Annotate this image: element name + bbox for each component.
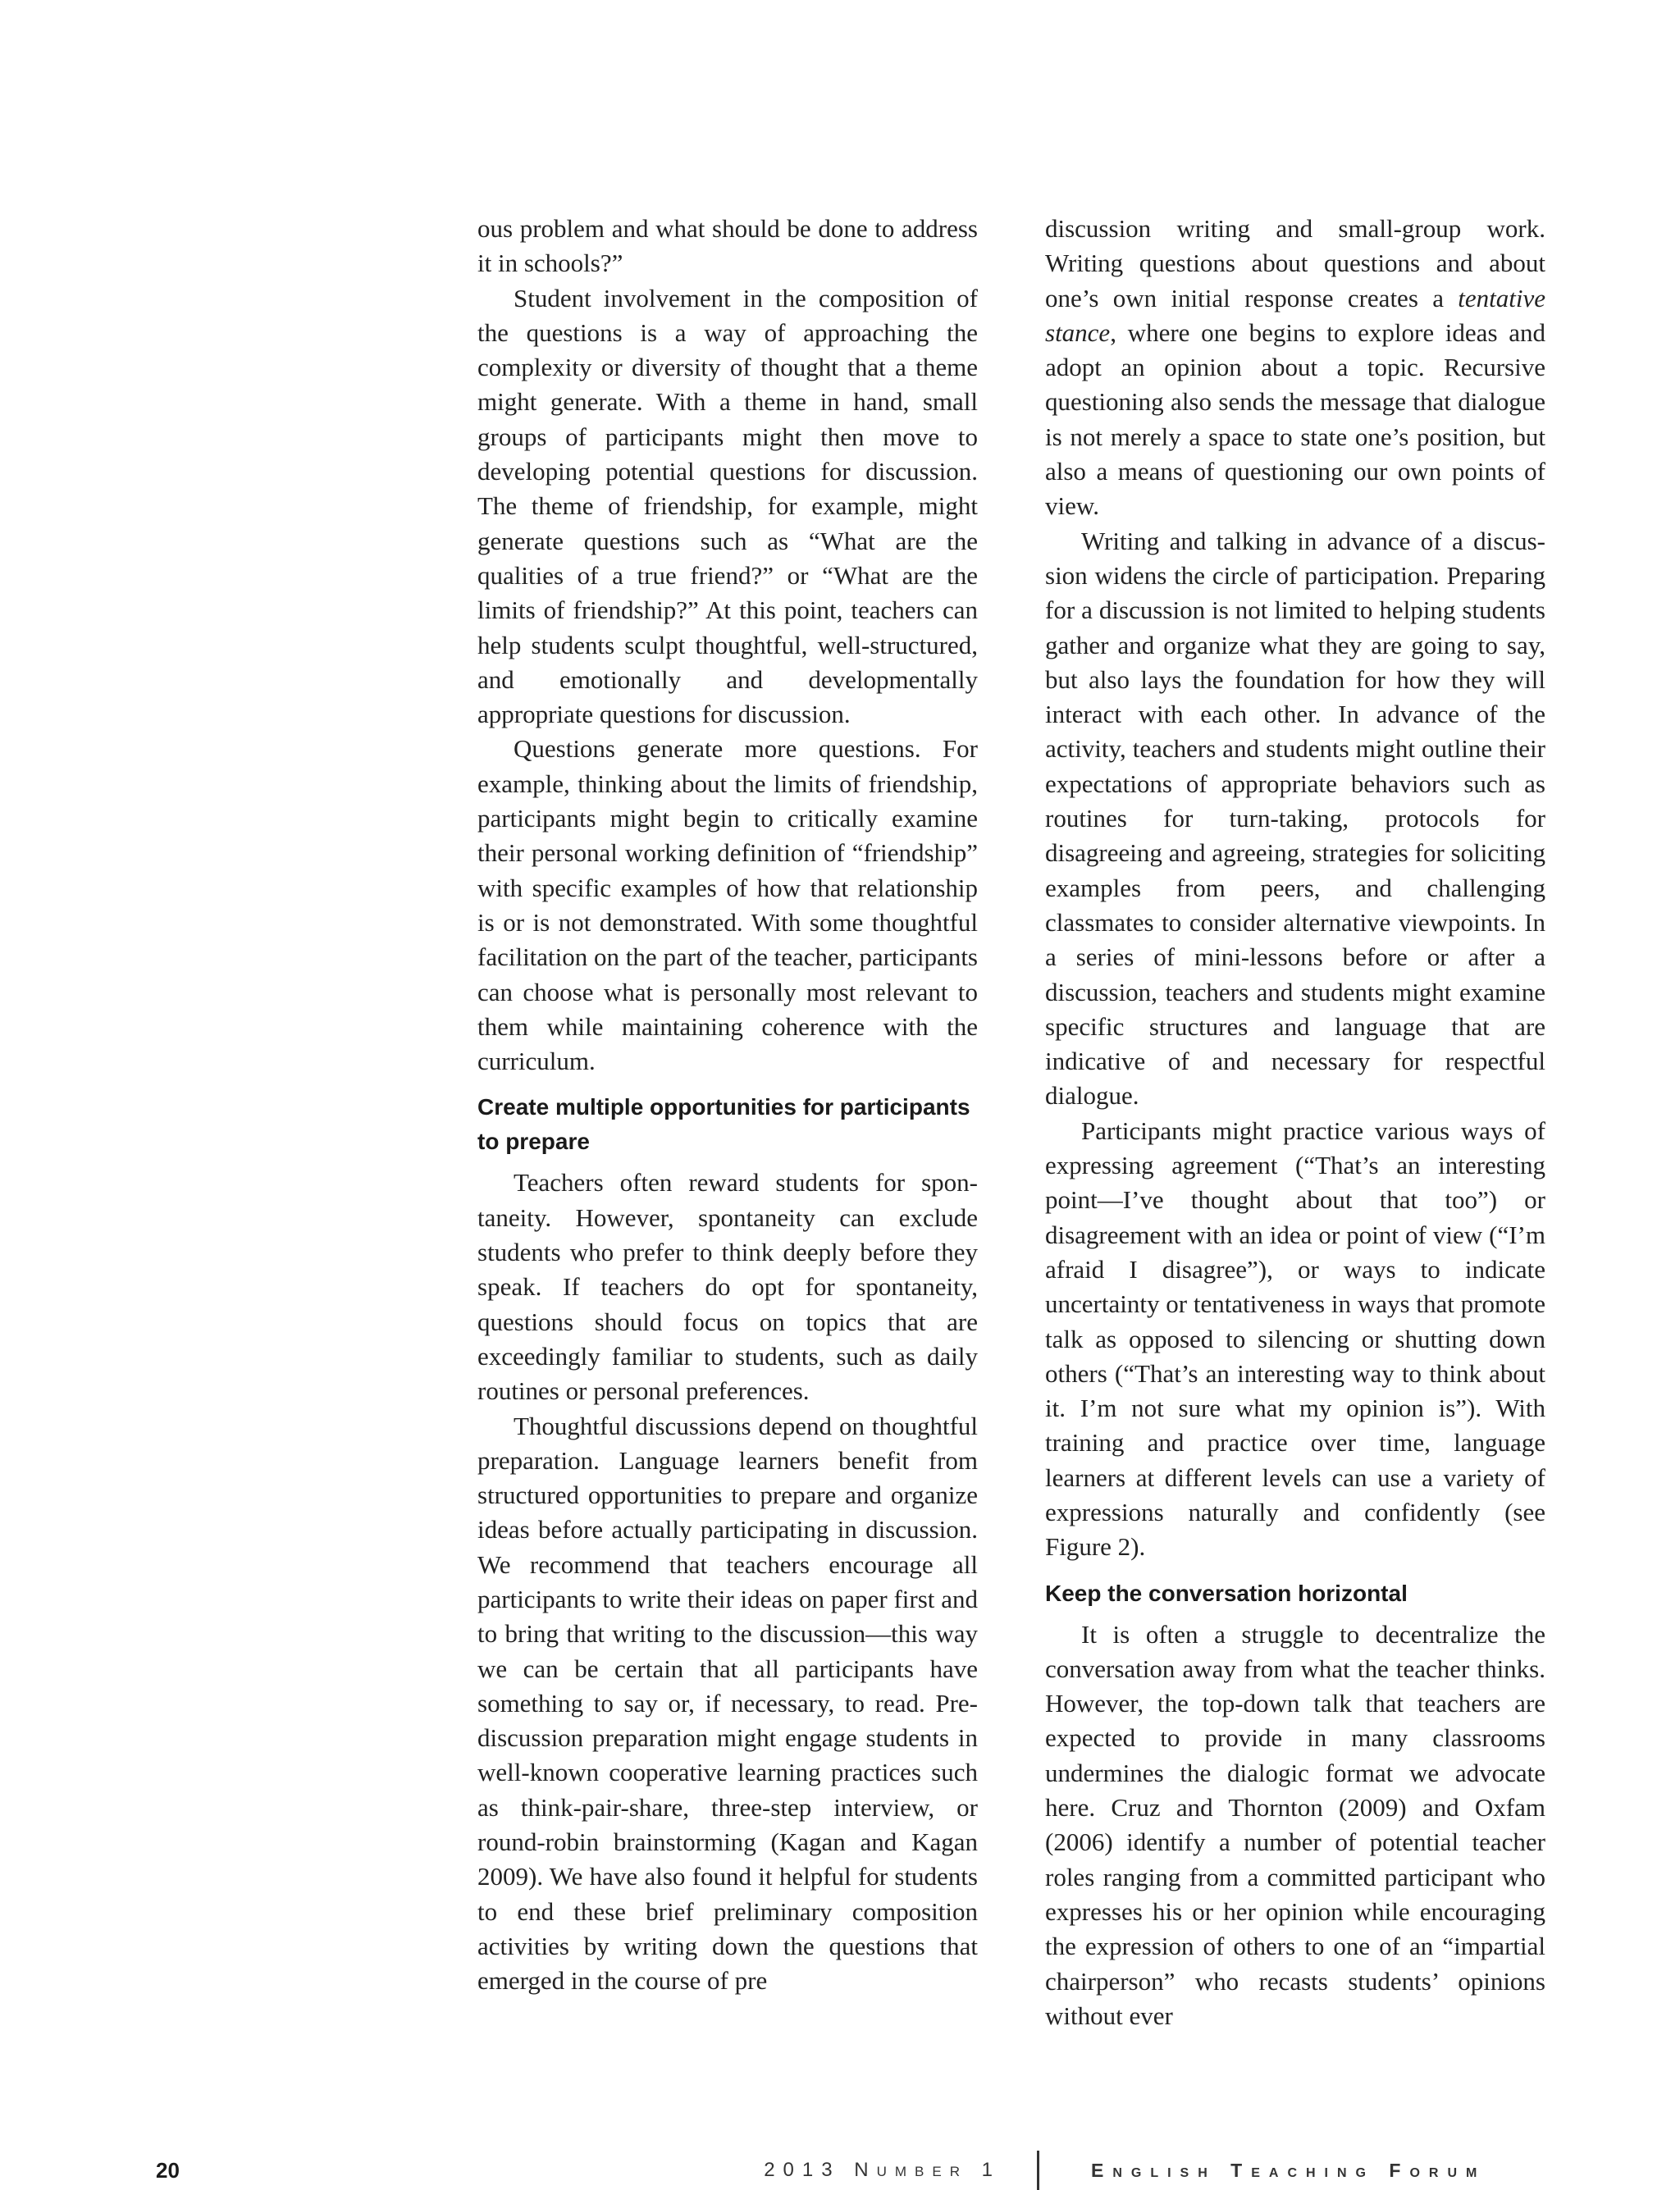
left-column bbox=[477, 212, 978, 1999]
page-number: 20 bbox=[156, 2158, 180, 2183]
paragraph: Student involvement in the composition of the questions is a way of approaching the complexity or diversity of thought that a theme might generate. With a theme in hand, small groups of participants might then move to developing potential questions for discussion. The theme of friendship, for example, might generate questions such as “What are the qualities of a true friend?” or “What are the limits of friendship?” At this point, teachers can help students sculpt thoughtful, well-structured, and emotionally and developmentally appropriate questions for discussion. bbox=[477, 283, 978, 729]
right-column bbox=[1045, 212, 1545, 2033]
paragraph: Teachers often reward students for spontaneity. However, spontaneity can exclude students who prefer to think deeply before they speak. If teachers do opt for spontaneity, questions should focus on topics that are exceedingly familiar to students, such as daily routines or personal preferences. bbox=[477, 1168, 978, 1406]
paragraph bbox=[1045, 212, 1545, 524]
paragraph: It is often a struggle to decentralize the conversation away from what the teacher thinks. However, the top-down talk that teachers are expected to provide in many classrooms undermines the dialogic format we advocate here. Cruz and Thornton (2009) and Oxfam (2006) identify a number of potential teacher roles ranging from a committed participant who expresses his or her opinion while encouraging the expression of others to one of an “impartial chairperson” who recasts students’ opinions without ever bbox=[1045, 1619, 1545, 2030]
paragraph: ous problem and what should be done to address it in schools?” bbox=[477, 214, 978, 278]
journal-title: English Teaching Forum bbox=[1091, 2160, 1486, 2181]
italic-term: tentative stance bbox=[1045, 283, 1545, 347]
footer-divider bbox=[1037, 2151, 1039, 2190]
paragraph-text: discussion writing and small-group work. Writing questions about questions and about one’s own initial response creates a bbox=[1045, 214, 1545, 313]
section-heading: Create multiple opportunities for participants to prepare bbox=[477, 1094, 970, 1155]
paragraph: Thoughtful discussions depend on thoughtful preparation. Language learners benefit from structured opportunities to prepare and organize ideas before actually participating in discussion. We recommend that teachers encourage all participants to write their ideas on paper first and to bring that writing to the discussion—this way we can be certain that all participants have something to say or, if necessary, to read. Prediscussion preparation might engage students in well-known cooperative learning practices such as think-pair-share, three-step interview, or round-robin brainstorming (Kagan and Kagan 2009). We have also found it helpful for students to end these brief preliminary composition activities by writing down the questions that emerged in the course of pre bbox=[477, 1411, 978, 1996]
page-footer bbox=[0, 2156, 1680, 2188]
issue-label: 2013 Number 1 bbox=[764, 2159, 1001, 2181]
section-heading: Keep the conversation horizontal bbox=[1045, 1580, 1408, 1606]
paragraph: Questions generate more questions. For example, thinking about the limits of friendship, participants might begin to critically examine their personal working definition of “friendship” with specific examples of how that relationship is or is not demonstrated. With some thoughtful facilitation on the part of the teacher, participants can choose what is personally most relevant to them while maintaining coherence with the curriculum. bbox=[477, 734, 978, 1076]
paragraph: Writing and talking in advance of a discussion widens the circle of participation. Preparing for a discussion is not limited to helping students gather and organize what they are going to say, but also lays the foundation for how they will interact with each other. In advance of the activity, teachers and students might outline their expectations of appropriate behaviors such as routines for turn-taking, protocols for disagreeing and agreeing, strategies for soliciting examples from peers, and challenging classmates to consider alternative viewpoints. In a series of mini-lessons before or after a discussion, teachers and students might examine specific structures and language that are indicative of and necessary for respectful dialogue. bbox=[1045, 526, 1545, 1111]
paragraph: Participants might practice various ways of expressing agreement (“That’s an interesting point—I’ve thought about that too”) or disagreement with an idea or point of view (“I’m afraid I disagree”), or ways to indicate uncertainty or tentativeness in ways that promote talk as opposed to silencing or shutting down others (“That’s an interesting way to think about it. I’m not sure what my opinion is”). With training and practice over time, language learners at different levels can use a variety of expressions naturally and confidently (see Figure 2). bbox=[1045, 1116, 1545, 1562]
paragraph-text: , where one begins to explore ideas and adopt an opinion about a topic. Recursive questioning also sends the message that dialogue is not merely a space to state one’s position, but also a means of questioning our own points of view. bbox=[1045, 317, 1545, 521]
